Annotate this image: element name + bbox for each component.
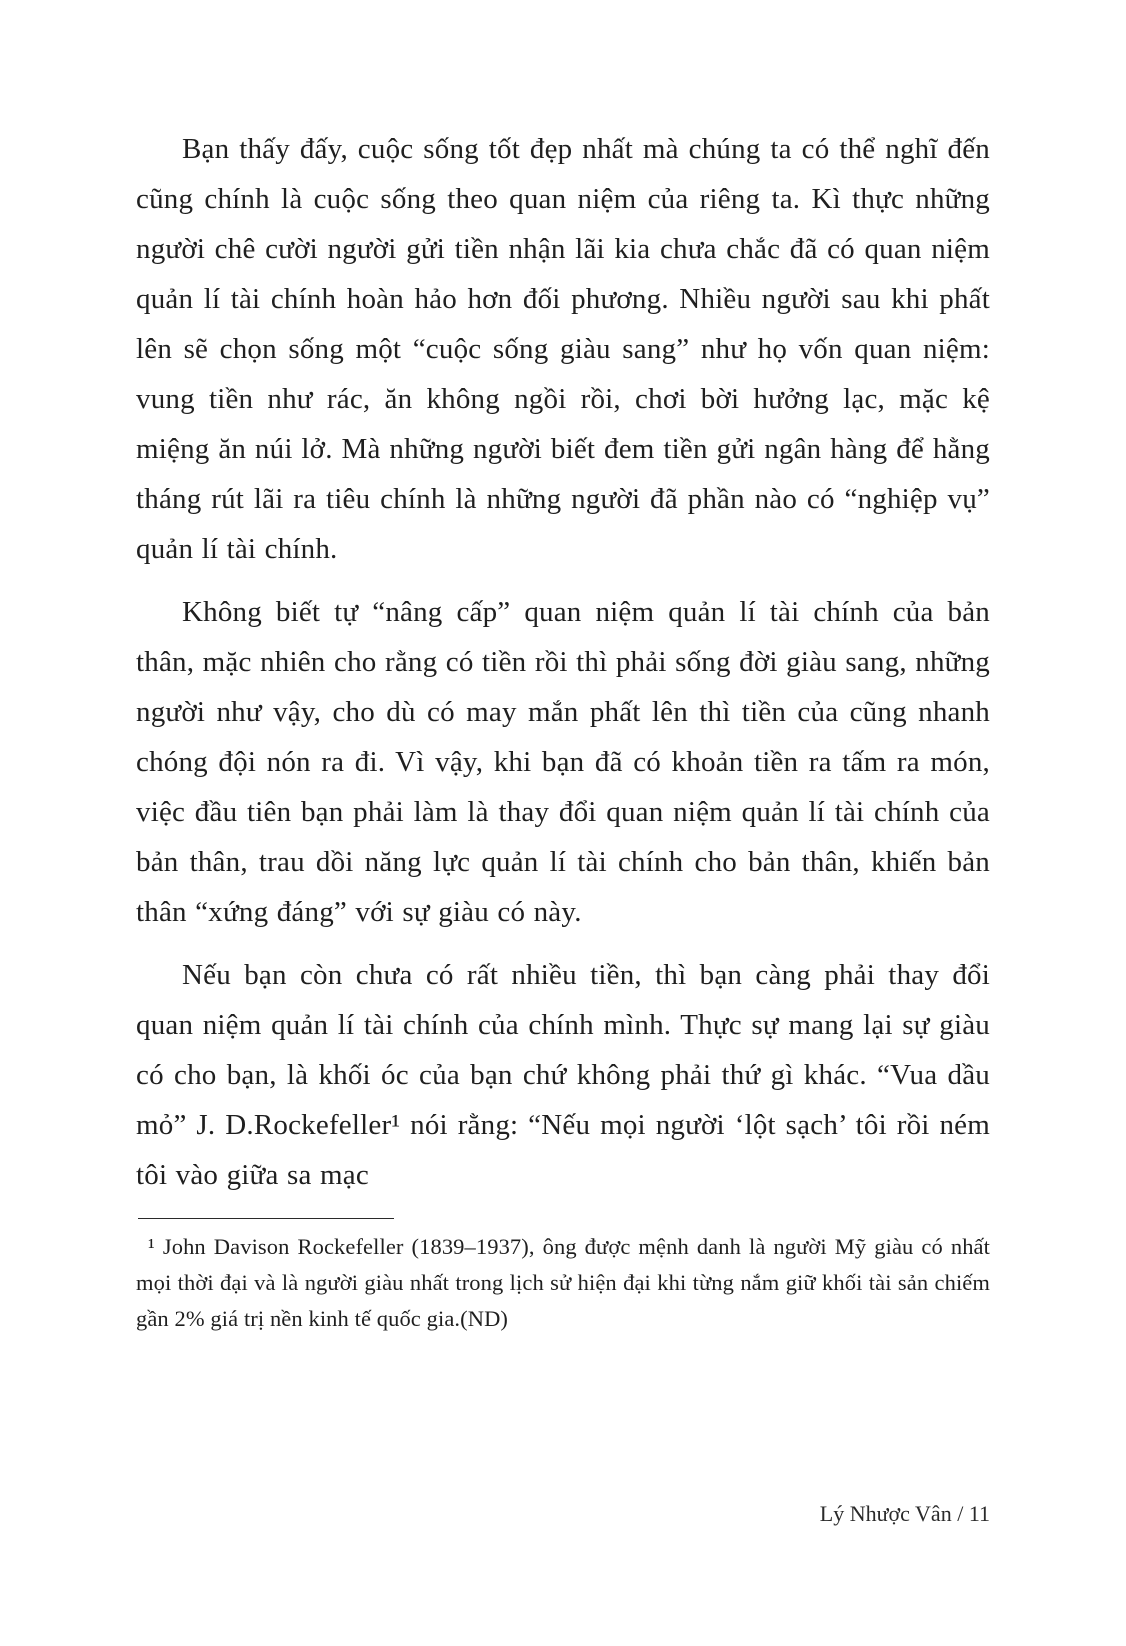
- footnote-area: [136, 1218, 990, 1337]
- footnote-separator-rule: [138, 1218, 394, 1219]
- running-footer-text: Lý Nhược Vân / 11: [819, 1501, 990, 1526]
- page-footer: [136, 1500, 990, 1528]
- footnote-text: ¹ John Davison Rockefeller (1839–1937), ông được mệnh danh là người Mỹ giàu có nhất mọi thời đại và là người giàu nhất trong lịch sử hiện đại khi từng nắm giữ khối tài sản chiếm gần 2% giá trị nền kinh tế quốc gia.(ND): [136, 1234, 990, 1331]
- paragraph-1: Bạn thấy đấy, cuộc sống tốt đẹp nhất mà chúng ta có thể nghĩ đến cũng chính là cuộc sống theo quan niệm của riêng ta. Kì thực những người chê cười người gửi tiền nhận lãi kia chưa chắc đã có quan niệm quản lí tài chính hoàn hảo hơn đối phương. Nhiều người sau khi phất lên sẽ chọn sống một “cuộc sống giàu sang” như họ vốn quan niệm: vung tiền như rác, ăn không ngồi rồi, chơi bời hưởng lạc, mặc kệ miệng ăn núi lở. Mà những người biết đem tiền gửi ngân hàng để hằng tháng rút lãi ra tiêu chính là những người đã phần nào có “nghiệp vụ” quản lí tài chính.: [136, 133, 990, 565]
- paragraph-3: Nếu bạn còn chưa có rất nhiều tiền, thì bạn càng phải thay đổi quan niệm quản lí tài chính của chính mình. Thực sự mang lại sự giàu có cho bạn, là khối óc của bạn chứ không phải thứ gì khác. “Vua dầu mỏ” J. D.Rockefeller¹ nói rằng: “Nếu mọi người ‘lột sạch’ tôi rồi ném tôi vào giữa sa mạc: [136, 959, 990, 1191]
- paragraph-2: Không biết tự “nâng cấp” quan niệm quản lí tài chính của bản thân, mặc nhiên cho rằng có tiền rồi thì phải sống đời giàu sang, những người như vậy, cho dù có may mắn phất lên thì tiền của cũng nhanh chóng đội nón ra đi. Vì vậy, khi bạn đã có khoản tiền ra tấm ra món, việc đầu tiên bạn phải làm là thay đổi quan niệm quản lí tài chính của bản thân, trau dồi năng lực quản lí tài chính cho bản thân, khiến bản thân “xứng đáng” với sự giàu có này.: [136, 596, 990, 928]
- page-body: [136, 124, 990, 1200]
